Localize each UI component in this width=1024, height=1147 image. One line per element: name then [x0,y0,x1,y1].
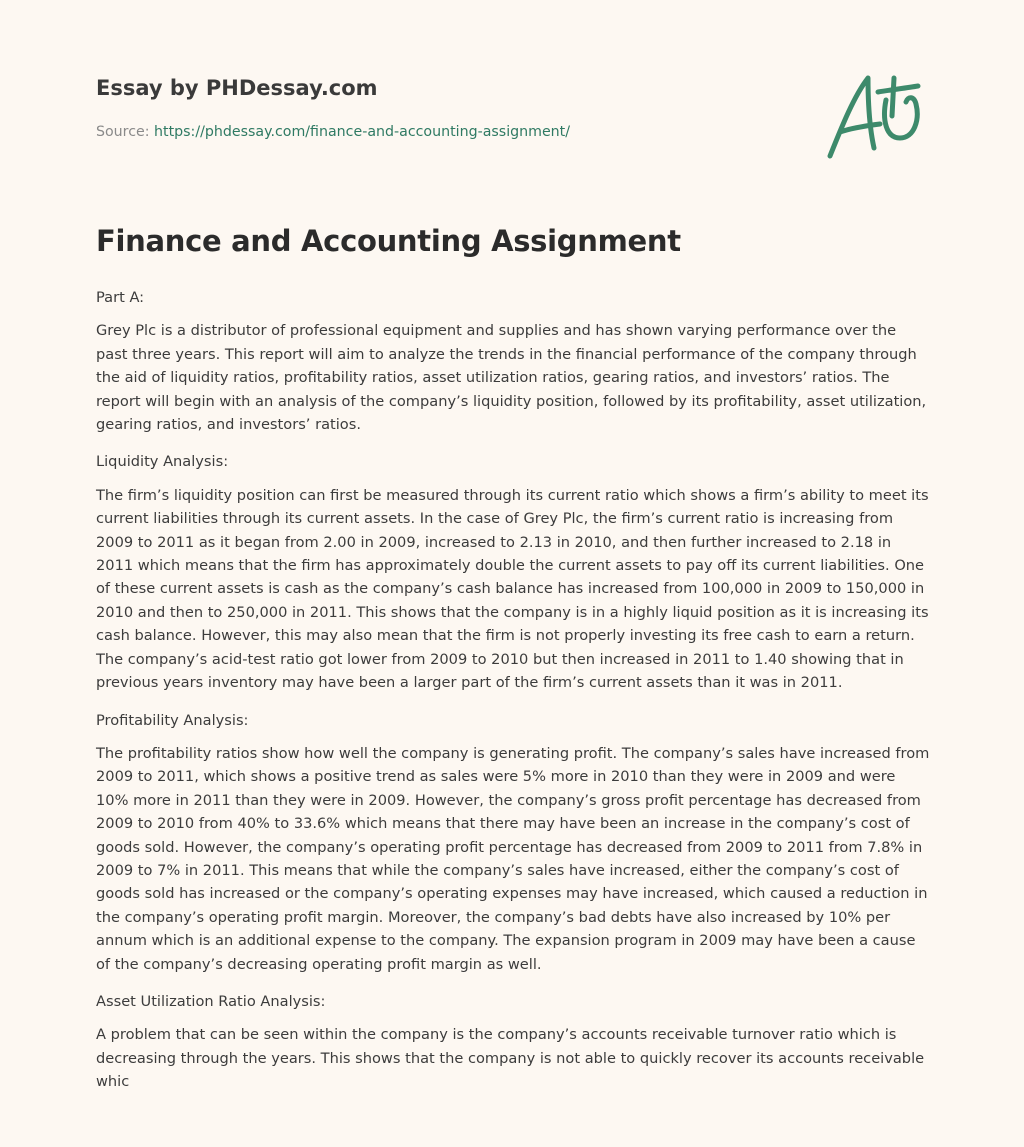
a-plus-logo-icon [824,68,928,164]
paragraph: A problem that can be seen within the company is the company’s accounts receivable turnover ratio which is decreasing through the years. This shows that the company is not able to quickly recover its accounts receivable whic [96,1026,925,1091]
source-link[interactable]: https://phdessay.com/finance-and-accounting-assignment/ [154,124,571,140]
source-line [96,124,570,140]
section-heading: Profitability Analysis: [96,711,249,729]
section-heading: Liquidity Analysis: [96,453,229,471]
section-heading: Part A: [96,289,145,306]
paragraph: Grey Plc is a distributor of professional equipment and supplies and has shown varying performance over the past three years. This report will aim to analyze the trends in the financial performance of the company through the aid of liquidity ratios, profitability ratios, asset utilization ratios, gearing ratios, and investors’ ratios. The report will begin with an analysis of the company’s liquidity position, followed by its profitability, asset utilization, gearing ratios, and investors’ ratios. [96,322,927,434]
essay-body [96,286,932,1108]
site-title: Essay by PHDessay.com [96,76,378,100]
paragraph: The profitability ratios show how well the company is generating profit. The company’s sales have increased from 2009 to 2011, which shows a positive trend as sales were 5% more in 2010 than they were in 2009 and were 10% more in 2011 than they were in 2009. However, the company’s gross profit percentage has decreased from 2009 to 2010 from 40% to 33.6% which means that there may have been an increase in the company’s cost of goods sold. However, the company’s operating profit percentage has decreased from 2009 to 2011 from 7.8% in 2009 to 7% in 2011. This means that while the company’s sales have increased, either the company’s cost of goods sold has increased or the company’s operating expenses may have increased, which caused a reduction in the company’s operating profit margin. Moreover, the company’s bad debts have also increased by 10% per annum which is an additional expense to the company. The expansion program in 2009 may have been a cause of the company’s decreasing operating profit margin as well. [96,744,930,973]
paragraph: The firm’s liquidity position can first be measured through its current ratio which shows a firm’s ability to meet its current liabilities through its current assets. In the case of Grey Plc, the firm’s current ratio is increasing from 2009 to 2011 as it began from 2.00 in 2009, increased to 2.13 in 2010, and then further increased to 2.18 in 2011 which means that the firm has approximately double the current assets to pay off its current liabilities. One of these current assets is cash as the company’s cash balance has increased from 100,000 in 2009 to 150,000 in 2010 and then to 250,000 in 2011. This shows that the company is in a highly liquid position as it is increasing its cash balance. However, this may also mean that the firm is not properly investing its free cash to earn a return. The company’s acid-test ratio got lower from 2009 to 2010 but then increased in 2011 to 1.40 showing that in previous years inventory may have been a larger part of the firm’s current assets than it was in 2011. [96,486,929,692]
section-heading: Asset Utilization Ratio Analysis: [96,992,326,1010]
source-label: Source: [96,124,155,140]
essay-title: Finance and Accounting Assignment [96,224,681,258]
